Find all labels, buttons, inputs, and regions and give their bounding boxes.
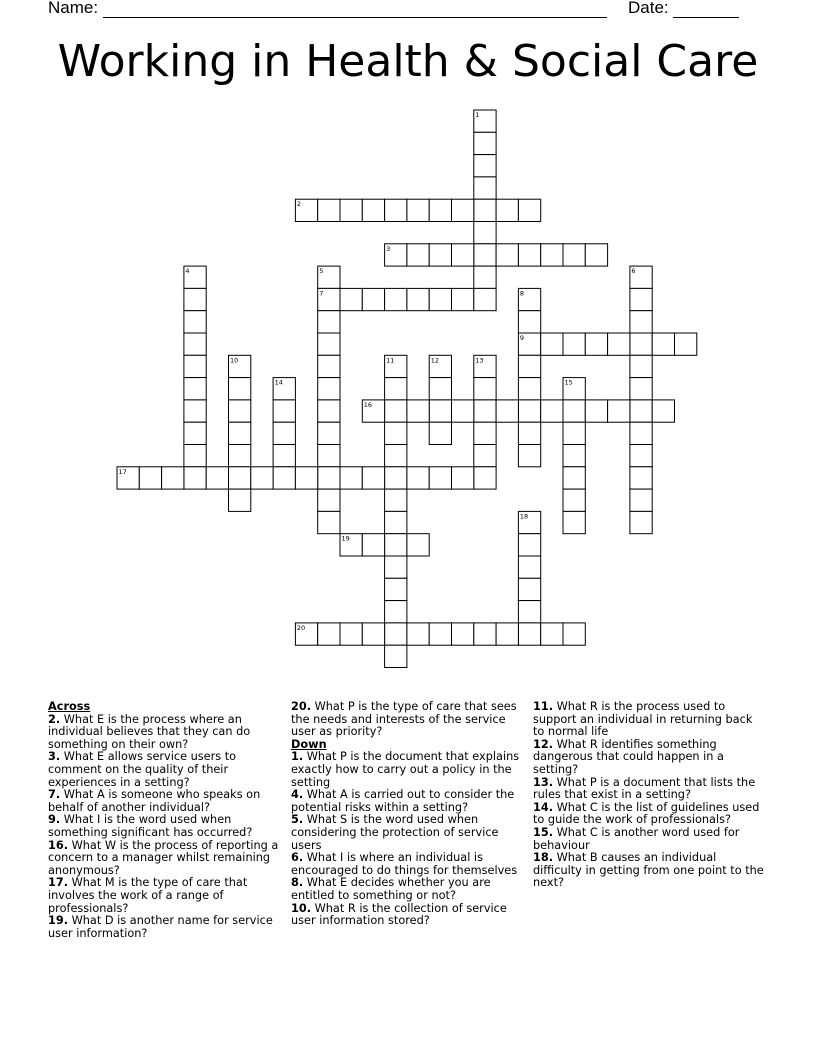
clue-text: What E allows service users to comment on the quality of their experiences in a setting? (48, 750, 237, 789)
grid-cell[interactable] (518, 422, 540, 444)
grid-cell[interactable] (429, 244, 451, 266)
across-list (48, 714, 282, 941)
clue-number: 16. (48, 838, 69, 852)
clues-column-2 (291, 701, 525, 928)
clue-number-label: 2 (296, 200, 302, 209)
down-clue (533, 777, 767, 802)
clue-number: 3. (48, 750, 61, 764)
down-clue (533, 852, 767, 890)
clue-number: 18. (533, 851, 554, 865)
grid-cell[interactable] (407, 244, 429, 266)
grid-cell[interactable] (474, 467, 496, 489)
grid-cell[interactable] (318, 623, 340, 645)
down-clue (291, 789, 525, 814)
grid-cell[interactable] (362, 534, 384, 556)
grid-cell[interactable] (518, 355, 540, 377)
clue-text: What P is the type of care that sees the needs and interests of the service user as priority? (291, 700, 517, 739)
clue-number: 4. (291, 788, 304, 802)
grid-cell[interactable] (184, 467, 206, 489)
grid-cell[interactable] (385, 645, 407, 667)
grid-cell[interactable] (518, 311, 540, 333)
clue-text: What P is the document that explains exactly how to carry out a policy in the setting (291, 750, 520, 789)
grid-cell[interactable] (318, 467, 340, 489)
clue-number: 20. (291, 700, 312, 713)
clue-number-label: 14 (274, 378, 283, 387)
grid-cell[interactable] (474, 132, 496, 154)
clue-number: 17. (48, 876, 69, 890)
grid-cell[interactable] (474, 623, 496, 645)
grid-cell[interactable] (184, 288, 206, 310)
clue-number: 14. (533, 800, 554, 814)
grid-cell[interactable] (630, 288, 652, 310)
grid-cell[interactable] (518, 445, 540, 467)
clue-number-label: 19 (341, 534, 350, 543)
grid-cell[interactable] (518, 556, 540, 578)
clues-column-3 (533, 701, 767, 890)
clue-number: 1. (291, 750, 304, 764)
grid-cell[interactable] (184, 378, 206, 400)
grid-cell[interactable] (608, 400, 630, 422)
grid-cell[interactable] (139, 467, 161, 489)
grid-cell[interactable] (496, 623, 518, 645)
grid-cell[interactable] (362, 623, 384, 645)
grid-cell[interactable] (385, 578, 407, 600)
grid-cell[interactable] (407, 623, 429, 645)
clue-number-label: 18 (519, 512, 529, 521)
grid-cell[interactable] (229, 467, 251, 489)
grid-cell[interactable] (452, 288, 474, 310)
clue-number: 9. (48, 813, 61, 827)
grid-cell[interactable] (630, 489, 652, 511)
down-clue (533, 802, 767, 827)
grid-cell[interactable] (518, 400, 540, 422)
grid-cell[interactable] (518, 244, 540, 266)
grid-cell[interactable] (630, 378, 652, 400)
grid-cell[interactable] (496, 244, 518, 266)
grid-cell[interactable] (608, 333, 630, 355)
grid-cell[interactable] (541, 623, 563, 645)
grid-cell[interactable] (652, 400, 674, 422)
grid-cell[interactable] (429, 199, 451, 221)
grid-cell[interactable] (362, 467, 384, 489)
clue-number: 2. (48, 712, 61, 726)
across-heading: Across (48, 700, 91, 713)
grid-cell[interactable] (229, 400, 251, 422)
grid-cell[interactable] (474, 155, 496, 177)
grid-cell[interactable] (541, 333, 563, 355)
grid-cell[interactable] (318, 199, 340, 221)
grid-cell[interactable] (407, 467, 429, 489)
grid-cell[interactable] (385, 288, 407, 310)
clue-text: What R is the process used to support an individual in returning back to normal life (533, 700, 753, 739)
grid-cell[interactable] (429, 288, 451, 310)
grid-cell[interactable] (563, 244, 585, 266)
grid-cell[interactable] (362, 199, 384, 221)
grid-cell[interactable] (474, 244, 496, 266)
clue-number-label: 8 (519, 289, 525, 298)
grid-cell[interactable] (407, 288, 429, 310)
grid-cell[interactable] (452, 400, 474, 422)
grid-cell[interactable] (630, 400, 652, 422)
grid-cell[interactable] (452, 244, 474, 266)
grid-cell[interactable] (474, 422, 496, 444)
clue-text: What C is another word used for behaviour (533, 825, 740, 852)
clue-number-label: 4 (185, 267, 190, 276)
grid-cell[interactable] (452, 199, 474, 221)
across-clue (48, 877, 282, 915)
grid-cell[interactable] (452, 467, 474, 489)
grid-cell[interactable] (630, 445, 652, 467)
down-clue (533, 827, 767, 852)
page-title: Working in Health & Social Care (57, 36, 759, 87)
grid-cell[interactable] (563, 511, 585, 533)
grid-cell[interactable] (318, 511, 340, 533)
clue-number-label: 6 (631, 267, 636, 276)
grid-cell[interactable] (585, 244, 607, 266)
grid-cell[interactable] (385, 467, 407, 489)
grid-cell[interactable] (652, 333, 674, 355)
down-heading: Down (291, 737, 327, 751)
grid-cell[interactable] (563, 623, 585, 645)
clue-text: What E is the process where an individual believes that they can do something on their own? (48, 712, 251, 751)
clue-number-label: 9 (519, 334, 525, 342)
across-clue (48, 814, 282, 839)
grid-cell[interactable] (184, 400, 206, 422)
grid-cell[interactable] (318, 445, 340, 467)
grid-cell[interactable] (229, 422, 251, 444)
grid-cell[interactable] (630, 311, 652, 333)
grid-cell[interactable] (474, 400, 496, 422)
grid-cell[interactable] (541, 244, 563, 266)
grid-cell[interactable] (474, 199, 496, 221)
clue-text: What A is someone who speaks on behalf of another individual? (48, 788, 261, 814)
grid-cell[interactable] (474, 222, 496, 244)
across-list-continued (291, 701, 525, 739)
clue-number-label: 20 (296, 623, 306, 632)
grid-cell[interactable] (429, 467, 451, 489)
down-clue (533, 701, 767, 739)
grid-cell[interactable] (318, 422, 340, 444)
clues-column-1 (48, 701, 282, 940)
grid-cell[interactable] (318, 378, 340, 400)
grid-cell[interactable] (251, 467, 273, 489)
across-clue (48, 714, 282, 752)
grid-cell[interactable] (385, 378, 407, 400)
grid-cell[interactable] (273, 422, 295, 444)
grid-cell[interactable] (496, 400, 518, 422)
across-clue (48, 751, 282, 789)
grid-cell[interactable] (385, 623, 407, 645)
grid-cell[interactable] (318, 489, 340, 511)
down-clue (533, 739, 767, 777)
clue-number: 8. (291, 876, 304, 890)
clue-number-label: 15 (564, 378, 573, 387)
clue-number-label: 10 (230, 356, 239, 365)
grid-cell[interactable] (318, 333, 340, 355)
clue-text: What E decides whether you are entitled to something or not? (291, 876, 491, 902)
grid-cell[interactable] (474, 378, 496, 400)
grid-cell[interactable] (229, 489, 251, 511)
grid-cell[interactable] (184, 445, 206, 467)
grid-cell[interactable] (630, 511, 652, 533)
grid-cell[interactable] (541, 400, 563, 422)
grid-cell[interactable] (385, 489, 407, 511)
grid-cell[interactable] (184, 422, 206, 444)
clue-text: What I is the word used when something significant has occurred? (48, 813, 253, 839)
down-clue (291, 814, 525, 852)
grid-cell[interactable] (340, 623, 362, 645)
clue-number: 12. (533, 737, 554, 751)
grid-cell[interactable] (429, 422, 451, 444)
clue-number-label: 5 (319, 267, 324, 276)
name-label: Name: (48, 0, 99, 17)
grid-cell[interactable] (184, 333, 206, 355)
grid-cell[interactable] (318, 400, 340, 422)
grid-cell[interactable] (229, 378, 251, 400)
grid-cell[interactable] (340, 288, 362, 310)
clue-number-label: 1 (475, 111, 480, 119)
across-clue (48, 789, 282, 814)
grid-cell[interactable] (206, 467, 228, 489)
clue-text: What A is carried out to consider the potential risks within a setting? (291, 788, 515, 814)
clue-number: 15. (533, 825, 554, 839)
grid-cell[interactable] (429, 378, 451, 400)
grid-cell[interactable] (563, 489, 585, 511)
clue-number-label: 16 (363, 400, 373, 409)
grid-cell[interactable] (340, 467, 362, 489)
grid-cell[interactable] (675, 333, 697, 355)
grid-cell[interactable] (585, 333, 607, 355)
grid-cell[interactable] (407, 534, 429, 556)
grid-cell[interactable] (318, 355, 340, 377)
clue-text: What B causes an individual difficulty in getting from one point to the next? (533, 851, 764, 890)
grid-cell[interactable] (385, 511, 407, 533)
grid-cell[interactable] (563, 422, 585, 444)
grid-cell[interactable] (630, 333, 652, 355)
grid-cell[interactable] (385, 601, 407, 623)
grid-cell[interactable] (474, 288, 496, 310)
grid-cell[interactable] (184, 355, 206, 377)
clue-text: What M is the type of care that involves the work of a range of professionals? (48, 876, 248, 915)
grid-cell[interactable] (563, 445, 585, 467)
grid-cell[interactable] (496, 199, 518, 221)
grid-cell[interactable] (362, 288, 384, 310)
down-list (291, 751, 525, 927)
grid-cell[interactable] (273, 400, 295, 422)
clue-number: 13. (533, 775, 554, 789)
clue-number-label: 17 (118, 467, 127, 476)
grid-cell[interactable] (518, 623, 540, 645)
grid-cell[interactable] (184, 311, 206, 333)
grid-cell[interactable] (474, 266, 496, 288)
clue-number: 7. (48, 788, 61, 802)
clue-number: 5. (291, 813, 304, 827)
grid-cell[interactable] (474, 177, 496, 199)
clue-number-label: 7 (319, 289, 324, 298)
clue-text: What I is where an individual is encouraged to do things for themselves (291, 851, 518, 877)
clue-text: What R is the collection of service user information stored? (291, 901, 507, 928)
clue-number-label: 13 (475, 356, 484, 365)
grid-cell[interactable] (474, 445, 496, 467)
grid-cell[interactable] (385, 400, 407, 422)
grid-cell[interactable] (273, 467, 295, 489)
clue-number: 11. (533, 700, 554, 713)
grid-cell[interactable] (385, 199, 407, 221)
grid-cell[interactable] (273, 445, 295, 467)
grid-cell[interactable] (162, 467, 184, 489)
clue-text: What D is another name for service user information? (48, 914, 273, 940)
grid-cell[interactable] (518, 601, 540, 623)
clue-number-label: 11 (386, 356, 395, 365)
grid-cell[interactable] (295, 467, 317, 489)
down-clue (291, 751, 525, 789)
down-clue (291, 903, 525, 928)
grid-cell[interactable] (229, 445, 251, 467)
grid-cell[interactable] (563, 400, 585, 422)
grid-cell[interactable] (318, 311, 340, 333)
clue-text: What W is the process of reporting a concern to a manager whilst remaining anonymous? (48, 838, 279, 877)
grid-cell[interactable] (340, 199, 362, 221)
grid-cell[interactable] (385, 556, 407, 578)
grid-cell[interactable] (385, 534, 407, 556)
grid-cell[interactable] (452, 623, 474, 645)
grid-cell[interactable] (518, 534, 540, 556)
clue-number: 19. (48, 914, 69, 928)
grid-cell[interactable] (518, 378, 540, 400)
grid-cell[interactable] (630, 422, 652, 444)
grid-cell[interactable] (385, 422, 407, 444)
grid-cell[interactable] (630, 467, 652, 489)
clue-number-label: 12 (430, 356, 439, 365)
grid-cell[interactable] (385, 445, 407, 467)
grid-cell[interactable] (407, 199, 429, 221)
grid-cell[interactable] (429, 400, 451, 422)
clue-number-label: 3 (386, 244, 391, 253)
clue-number: 10. (291, 901, 312, 915)
grid-cell[interactable] (630, 355, 652, 377)
down-clue (291, 852, 525, 877)
down-list-continued (533, 701, 767, 890)
across-clue (48, 840, 282, 878)
clue-number: 6. (291, 851, 304, 865)
grid-cell[interactable] (429, 623, 451, 645)
grid-cell[interactable] (518, 578, 540, 600)
across-clue (291, 701, 525, 739)
grid-cell[interactable] (518, 199, 540, 221)
across-clue (48, 915, 282, 940)
clue-text: What C is the list of guidelines used to guide the work of professionals? (533, 800, 760, 827)
grid-cell[interactable] (563, 333, 585, 355)
grid-cell[interactable] (563, 467, 585, 489)
clue-text: What R identifies something dangerous that could happen in a setting? (533, 737, 724, 776)
clue-text: What S is the word used when considering the protection of service users (291, 813, 499, 852)
grid-cell[interactable] (407, 400, 429, 422)
grid-cell[interactable] (585, 400, 607, 422)
down-clue (291, 877, 525, 902)
date-label: Date: (628, 0, 669, 17)
clue-text: What P is a document that lists the rules that exist in a setting? (533, 775, 756, 802)
